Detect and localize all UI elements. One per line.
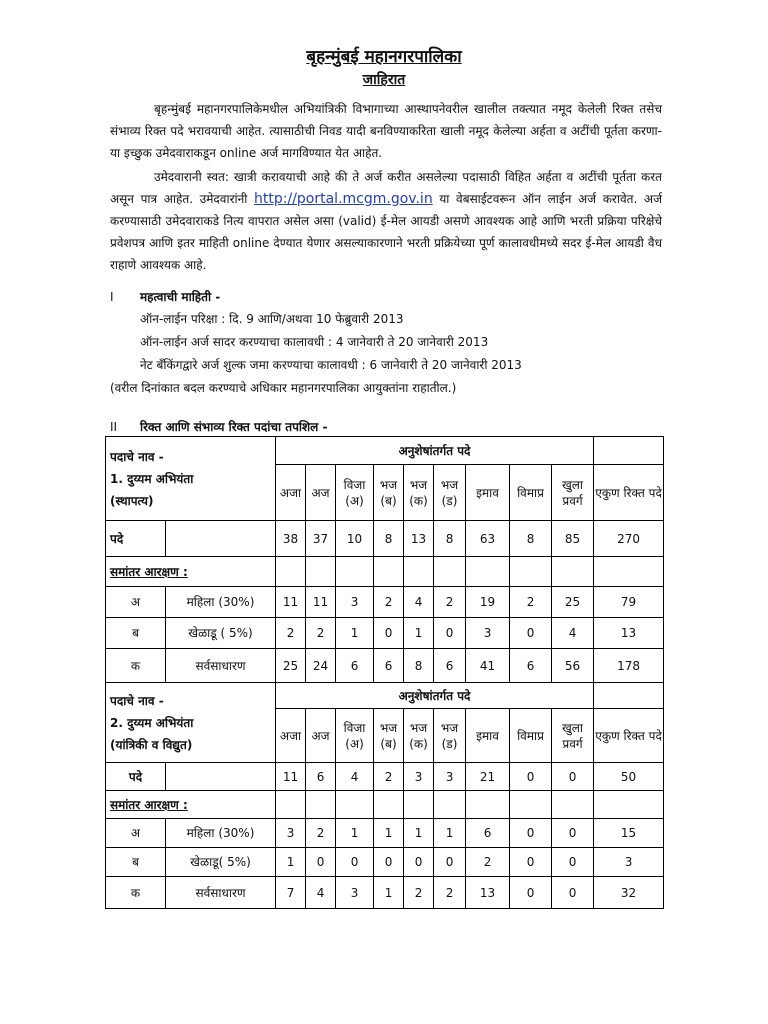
value-cell: 6 (374, 649, 404, 683)
value-cell: 1 (404, 618, 434, 649)
value-cell: 2 (434, 587, 466, 618)
value-cell: 6 (306, 763, 336, 791)
empty-cell (374, 557, 404, 587)
empty-cell (594, 791, 664, 819)
value-cell: 1 (276, 848, 306, 877)
empty-cell (276, 791, 306, 819)
empty-cell (466, 791, 510, 819)
value-cell: 1 (336, 819, 374, 848)
value-cell: 0 (306, 848, 336, 877)
value-cell: 11 (276, 587, 306, 618)
instructions-paragraph (110, 166, 662, 276)
post-name-cell (106, 437, 276, 521)
group-header: अनुशेषांतर्गत पदे (276, 437, 594, 465)
value-cell: 6 (466, 819, 510, 848)
empty-cell (276, 557, 306, 587)
value-cell: 63 (466, 521, 510, 557)
column-header: इमाव (466, 709, 510, 763)
page-title: बृहन्मुंबई महानगरपालिका (306, 47, 462, 67)
value-cell: 25 (276, 649, 306, 683)
value-cell: 4 (552, 618, 594, 649)
column-header: एकुण रिक्त पदे (594, 465, 664, 521)
value-cell: 19 (466, 587, 510, 618)
value-cell: 8 (434, 521, 466, 557)
row-code: ब (106, 848, 166, 877)
column-header: भज (ड) (434, 709, 466, 763)
value-cell: 2 (306, 819, 336, 848)
row-code: क (106, 649, 166, 683)
empty-cell (594, 437, 664, 465)
empty-cell (434, 557, 466, 587)
section-number: I (110, 290, 114, 304)
value-cell: 0 (336, 848, 374, 877)
intro-paragraph (110, 98, 662, 164)
value-cell: 2 (466, 848, 510, 877)
value-cell: 24 (306, 649, 336, 683)
empty-cell (510, 557, 552, 587)
group-header: अनुशेषांतर्गत पदे (276, 683, 594, 709)
intro-text: बृहन्मुंबई महानगरपालिकेमधील अभियांत्रिकी विभागाच्या आस्थापनेवरील खालील तक्त्यात नमूद केलेली रिक्त तसेच संभाव्य रिक्त पदे भरावयाची आहेत. त्यासाठीची निवड यादी बनविण्याकरिता खाली नमूद केलेल्या अर्हता व अटींची पूर्तता करणा-या इच्छुक उमेदवाराकडून online अर्ज मागविण्यात येत आहेत. (110, 102, 662, 160)
date-change-note: (वरील दिनांकात बदल करण्याचे अधिकार महानगरपालिका आयुक्तांना राहातील.) (110, 381, 457, 395)
post-name: 2. दुय्यम अभियंता (110, 715, 194, 730)
value-cell: 0 (374, 618, 404, 649)
value-cell: 4 (336, 763, 374, 791)
value-cell: 2 (306, 618, 336, 649)
value-cell: 0 (552, 877, 594, 909)
post-name: 1. दुय्यम अभियंता (110, 471, 194, 486)
value-cell: 3 (594, 848, 664, 877)
value-cell: 8 (404, 649, 434, 683)
value-cell: 3 (404, 763, 434, 791)
column-header: विमाप्र (510, 709, 552, 763)
row-label: सर्वसाधारण (166, 649, 276, 683)
value-cell: 50 (594, 763, 664, 791)
empty-cell (306, 791, 336, 819)
value-cell: 21 (466, 763, 510, 791)
empty-cell (594, 683, 664, 709)
value-cell: 1 (374, 819, 404, 848)
value-cell: 178 (594, 649, 664, 683)
empty-cell (434, 791, 466, 819)
column-header: अजा (276, 465, 306, 521)
value-cell: 3 (434, 763, 466, 791)
vacancy-table-civil (105, 436, 664, 909)
value-cell: 3 (336, 587, 374, 618)
posts-label: पदे (106, 521, 166, 557)
info-line: ऑन-लाईन परिक्षा : दि. 9 आणि/अथवा 10 फेब्रुवारी 2013 (140, 312, 404, 326)
post-branch: (यांत्रिकी व विद्युत) (110, 737, 193, 752)
value-cell: 1 (434, 819, 466, 848)
value-cell: 32 (594, 877, 664, 909)
value-cell: 13 (466, 877, 510, 909)
column-header: भज (क) (404, 709, 434, 763)
value-cell: 0 (510, 819, 552, 848)
value-cell: 8 (374, 521, 404, 557)
empty-cell (166, 763, 276, 791)
value-cell: 1 (404, 819, 434, 848)
value-cell: 0 (510, 877, 552, 909)
value-cell: 270 (594, 521, 664, 557)
section-important-info (110, 288, 220, 305)
value-cell: 7 (276, 877, 306, 909)
value-cell: 6 (510, 649, 552, 683)
column-header: खुला प्रवर्ग (552, 709, 594, 763)
value-cell: 0 (552, 763, 594, 791)
value-cell: 6 (434, 649, 466, 683)
value-cell: 10 (336, 521, 374, 557)
empty-cell (552, 791, 594, 819)
value-cell: 1 (374, 877, 404, 909)
value-cell: 0 (374, 848, 404, 877)
column-header: खुला प्रवर्ग (552, 465, 594, 521)
portal-link[interactable]: http://portal.mcgm.gov.in (254, 191, 433, 207)
post-name-label: पदाचे नाव - (110, 693, 164, 708)
column-header: विजा (अ) (336, 465, 374, 521)
value-cell: 15 (594, 819, 664, 848)
value-cell: 13 (594, 618, 664, 649)
column-header: भज (ड) (434, 465, 466, 521)
value-cell: 11 (306, 587, 336, 618)
value-cell: 2 (374, 587, 404, 618)
section-number: II (110, 420, 118, 434)
reservation-label: समांतर आरक्षण : (106, 557, 276, 587)
row-code: अ (106, 587, 166, 618)
row-label: महिला (30%) (166, 587, 276, 618)
value-cell: 0 (434, 618, 466, 649)
section-title: महत्वाची माहिती - (140, 290, 221, 304)
empty-cell (552, 557, 594, 587)
instructions-text-before: उमेदवारानी स्वत: खात्री करावयाची आहे की ते अर्ज करीत असलेल्या पदासाठी विहित अर्हता व अटींची पूर्तता करत असून पात्र आहेत. उमेदवारांनी (110, 170, 662, 206)
value-cell: 4 (306, 877, 336, 909)
column-header: अज (306, 709, 336, 763)
section-vacancy-details (110, 418, 327, 435)
column-header: भज (ब) (374, 709, 404, 763)
post-name-label: पदाचे नाव - (110, 449, 164, 464)
value-cell: 56 (552, 649, 594, 683)
value-cell: 37 (306, 521, 336, 557)
instructions-text-after: या वेबसाईटवरून ऑन लाईन अर्ज करावेत. अर्ज करण्यासाठी उमेदवाराकडे नित्य वापरात असेल असा (valid) ई-मेल आयडी असणे आवश्यक आहे आणि भरती प्रक्रिया परिक्षेचे प्रवेशपत्र आणि इतर माहिती online देण्यात येणार असल्याकारणाने भरती प्रक्रियेच्या पूर्ण कालावधीमध्ये सदर ई-मेल आयडी वैध राहाणे आवश्यक आहे. (110, 192, 662, 272)
section-title: रिक्त आणि संभाव्य रिक्त पदांचा तपशिल - (140, 420, 328, 434)
value-cell: 0 (510, 618, 552, 649)
value-cell: 85 (552, 521, 594, 557)
value-cell: 3 (336, 877, 374, 909)
empty-cell (374, 791, 404, 819)
row-code: ब (106, 618, 166, 649)
row-label: सर्वसाधारण (166, 877, 276, 909)
value-cell: 0 (510, 848, 552, 877)
info-line: ऑन-लाईन अर्ज सादर करण्याचा कालावधी : 4 जानेवारी ते 20 जानेवारी 2013 (140, 335, 489, 349)
column-header: अजा (276, 709, 306, 763)
column-header: विजा (अ) (336, 709, 374, 763)
row-label: खेळाडू( 5%) (166, 848, 276, 877)
value-cell: 3 (276, 819, 306, 848)
value-cell: 13 (404, 521, 434, 557)
post-name-cell (106, 683, 276, 763)
row-code: अ (106, 819, 166, 848)
value-cell: 2 (374, 763, 404, 791)
value-cell: 0 (552, 848, 594, 877)
value-cell: 2 (276, 618, 306, 649)
value-cell: 0 (434, 848, 466, 877)
column-header: भज (क) (404, 465, 434, 521)
page-subtitle: जाहिरात (362, 72, 406, 88)
column-header: विमाप्र (510, 465, 552, 521)
value-cell: 2 (434, 877, 466, 909)
post-branch: (स्थापत्य) (110, 493, 154, 508)
info-line: नेट बॅंकिंगद्वारे अर्ज शुल्क जमा करण्याचा कालावधी : 6 जानेवारी ते 20 जानेवारी 2013 (140, 358, 522, 372)
empty-cell (166, 521, 276, 557)
value-cell: 2 (510, 587, 552, 618)
empty-cell (336, 791, 374, 819)
empty-cell (336, 557, 374, 587)
reservation-label: समांतर आरक्षण : (106, 791, 276, 819)
value-cell: 38 (276, 521, 306, 557)
empty-cell (466, 557, 510, 587)
empty-cell (594, 557, 664, 587)
value-cell: 0 (404, 848, 434, 877)
value-cell: 1 (336, 618, 374, 649)
column-header: भज (ब) (374, 465, 404, 521)
value-cell: 0 (552, 819, 594, 848)
value-cell: 0 (510, 763, 552, 791)
empty-cell (306, 557, 336, 587)
column-header: अज (306, 465, 336, 521)
empty-cell (404, 791, 434, 819)
column-header: एकुण रिक्त पदे (594, 709, 664, 763)
value-cell: 25 (552, 587, 594, 618)
empty-cell (510, 791, 552, 819)
row-code: क (106, 877, 166, 909)
value-cell: 3 (466, 618, 510, 649)
row-label: महिला (30%) (166, 819, 276, 848)
value-cell: 8 (510, 521, 552, 557)
posts-label: पदे (106, 763, 166, 791)
empty-cell (404, 557, 434, 587)
value-cell: 2 (404, 877, 434, 909)
row-label: खेळाडू ( 5%) (166, 618, 276, 649)
value-cell: 6 (336, 649, 374, 683)
column-header: इमाव (466, 465, 510, 521)
value-cell: 4 (404, 587, 434, 618)
value-cell: 11 (276, 763, 306, 791)
value-cell: 41 (466, 649, 510, 683)
value-cell: 79 (594, 587, 664, 618)
